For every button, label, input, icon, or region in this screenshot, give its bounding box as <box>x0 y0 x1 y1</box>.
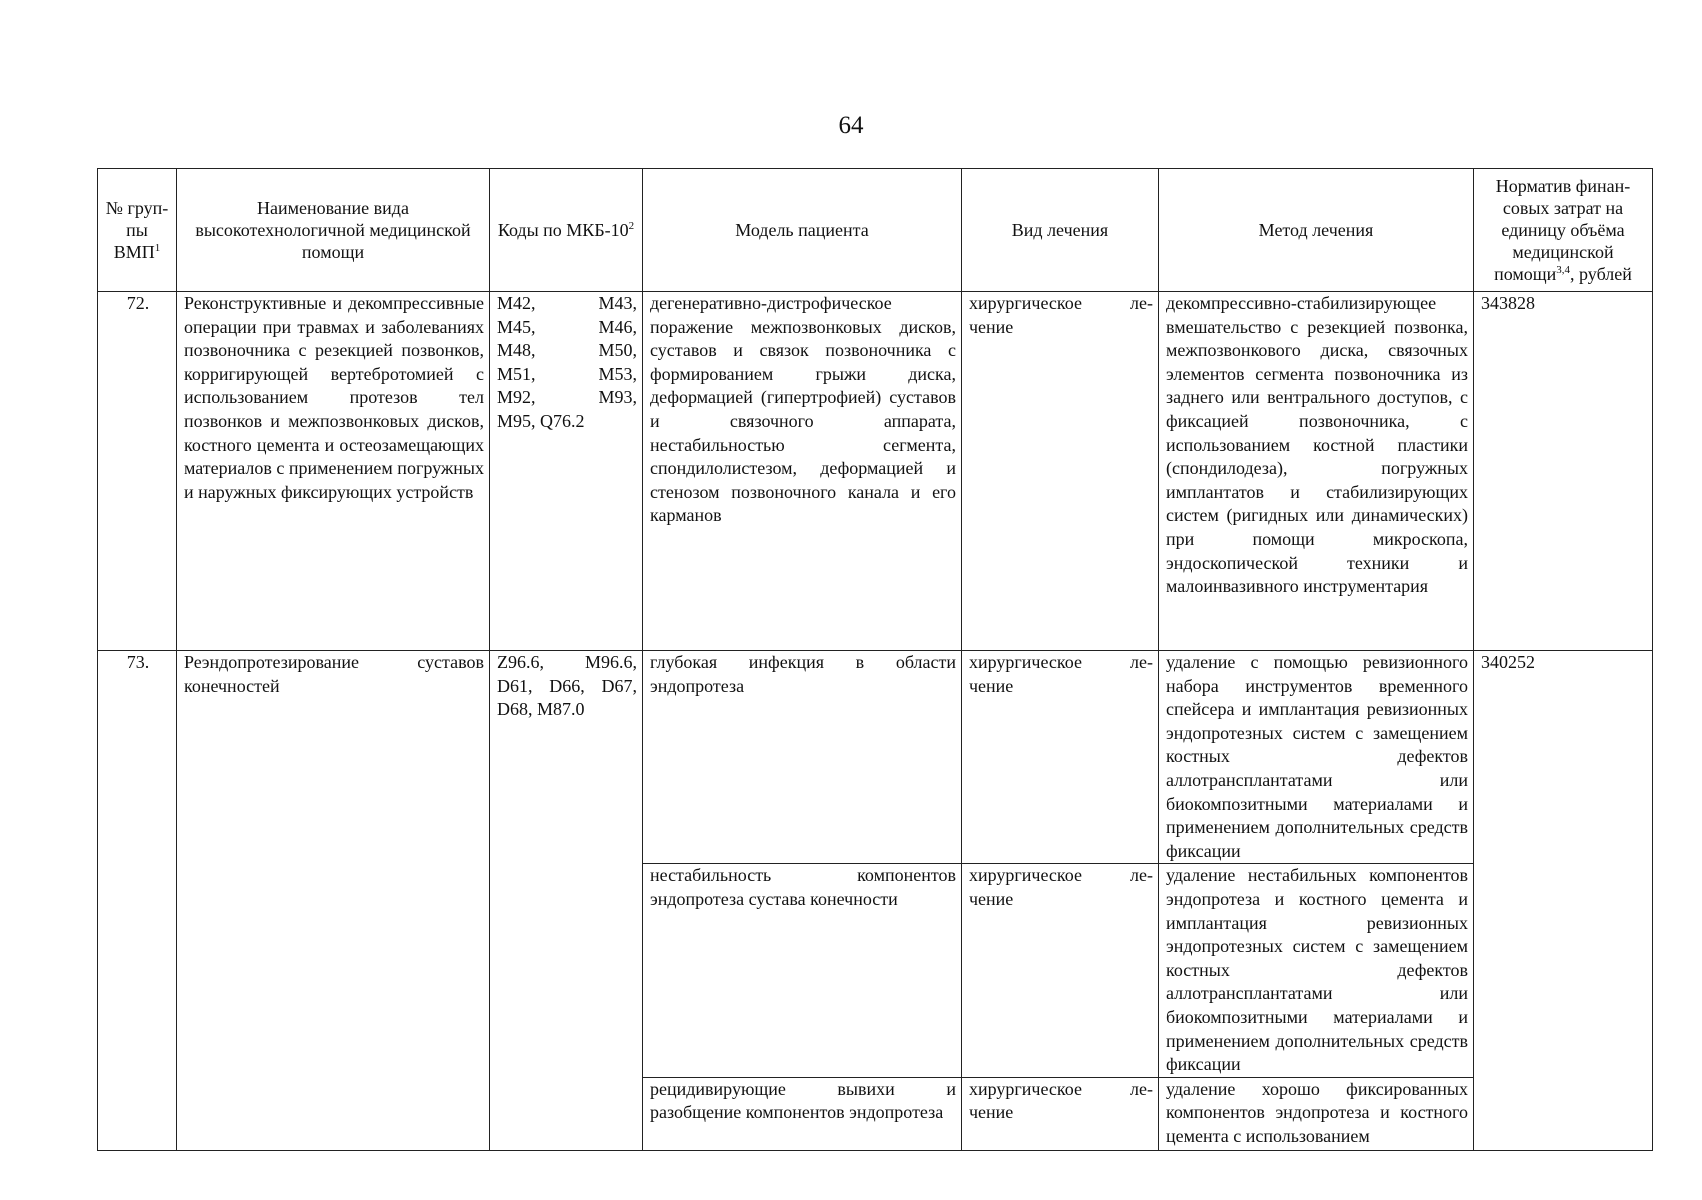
cost-norm: 340252 <box>1474 651 1653 1151</box>
col-header-method: Метод лечения <box>1159 169 1474 292</box>
col-header-group-no: № груп-пы ВМП$^1$ <box>98 169 177 292</box>
treatment-type: хирургическое ле- чение <box>962 292 1159 651</box>
vmp-table <box>97 168 1653 1151</box>
cost-norm: 343828 <box>1474 292 1653 651</box>
patient-model: глубокая инфекция в области эндопротеза <box>643 651 962 864</box>
col-header-icd: Коды по МКБ-$10^2$ <box>490 169 643 292</box>
treatment-type: хирургическое ле- чение <box>962 1077 1159 1150</box>
header-row <box>98 169 1653 292</box>
col-header-patient-model: Модель пациента <box>643 169 962 292</box>
icd-codes: Z96.6, M96.6, D61, D66, D67, D68, M87.0 <box>490 651 643 1151</box>
table-row <box>98 292 1653 651</box>
treatment-type: хирургическое ле- чение <box>962 864 1159 1077</box>
treatment-method: удаление нестабильных компонентов эндопротеза и костного цемента и имплантация ревизионных эндопротезных систем с замещением костных дефектов аллотрансплантатами или биокомпозитными материалами и применением дополнительных средств фиксации <box>1159 864 1474 1077</box>
icd-codes: M42, M43, M45, M46, M48, M50, M51, M53, M92, M93, M95, Q76.2 <box>490 292 643 651</box>
patient-model: рецидивирующие вывихи и разобщение компонентов эндопротеза <box>643 1077 962 1150</box>
table-row <box>98 651 1653 864</box>
col-header-norm: Норматив финан-совых затрат на единицу объёма медицинской помощи$^{3,4}$, рублей <box>1474 169 1653 292</box>
col-header-treatment-type: Вид лечения <box>962 169 1159 292</box>
patient-model: нестабильность компонентов эндопротеза сустава конечности <box>643 864 962 1077</box>
page-number: 64 <box>838 112 864 139</box>
group-number: 73. <box>98 651 177 1151</box>
care-type-name: Реконструктивные и декомпрессивные операции при травмах и заболеваниях позвоночника с резекцией позвонков, корригирующей вертебротомией с использованием протезов тел позвонков и межпозвонковых дисков, костного цемента и остеозамещающих материалов с применением погружных и наружных фиксирующих устройств <box>177 292 490 651</box>
treatment-type: хирургическое ле- чение <box>962 651 1159 864</box>
col-header-name: Наименование вида высокотехнологичной медицинской помощи <box>177 169 490 292</box>
treatment-method: декомпрессивно-стабилизирующее вмешательство с резекцией позвонка, межпозвонкового диска, связочных элементов сегмента позвоночника из заднего или вентрального доступов, с фиксацией позвоночника, с использованием костной пластики (спондилодеза), погружных имплантатов и стабилизирующих систем (ригидных или динамических) при помощи микроскопа, эндоскопической техники и малоинвазивного инструментария <box>1159 292 1474 651</box>
patient-model: дегенеративно-дистрофическое поражение межпозвонковых дисков, суставов и связок позвоночника с формированием грыжи диска, деформацией (гипертрофией) суставов и связочного аппарата, нестабильностью сегмента, спондилолистезом, деформацией и стенозом позвоночного канала и его карманов <box>643 292 962 651</box>
treatment-method: удаление хорошо фиксированных компонентов эндопротеза и костного цемента с использованием <box>1159 1077 1474 1150</box>
group-number: 72. <box>98 292 177 651</box>
care-type-name: Реэндопротезирование суставов конечностей <box>177 651 490 1151</box>
treatment-method: удаление с помощью ревизионного набора инструментов временного спейсера и имплантация ревизионных эндопротезных систем с замещением костных дефектов аллотрансплантатами или биокомпозитными материалами и применением дополнительных средств фиксации <box>1159 651 1474 864</box>
